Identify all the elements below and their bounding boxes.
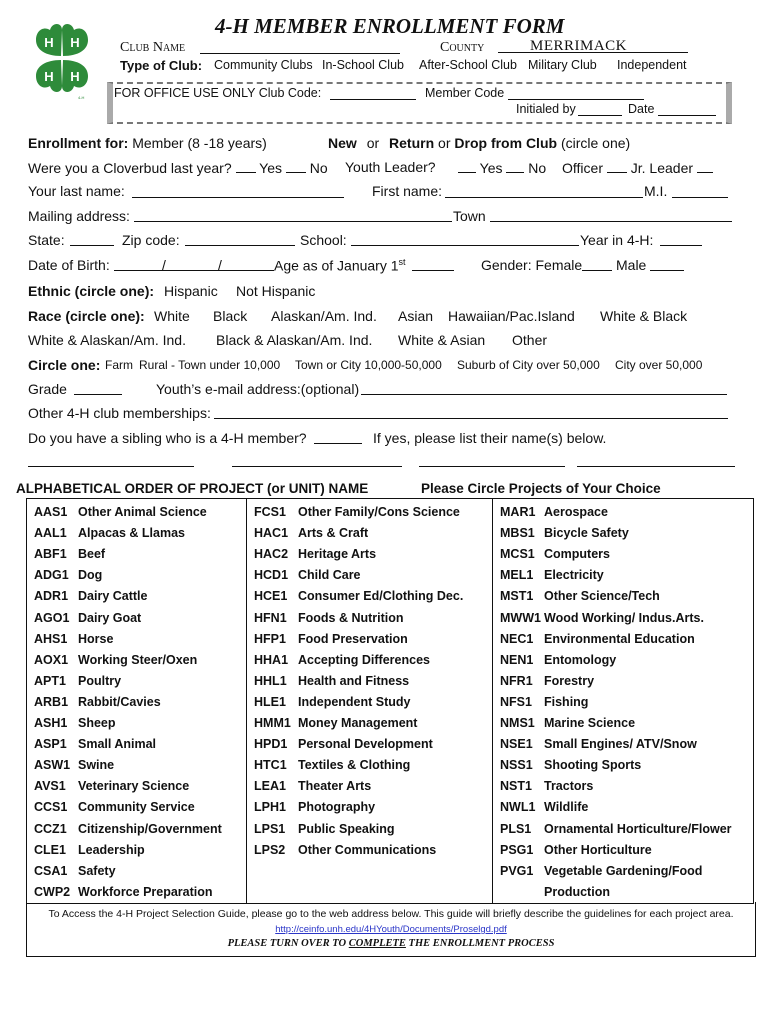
project-item[interactable] bbox=[254, 779, 371, 793]
project-name: Textiles & Clothing bbox=[298, 758, 411, 773]
race-other[interactable]: Other bbox=[512, 332, 548, 348]
school-label: School: bbox=[300, 232, 347, 248]
project-name: Working Steer/Oxen bbox=[78, 652, 198, 667]
youth-leader-question: Youth Leader? bbox=[345, 159, 436, 175]
project-item[interactable] bbox=[34, 653, 197, 667]
project-name: Rabbit/Cavies bbox=[78, 694, 161, 709]
first-name-field[interactable] bbox=[445, 197, 643, 198]
club-type-label: Type of Club: bbox=[120, 58, 203, 73]
project-code: NEN1 bbox=[500, 652, 534, 667]
office-club-code-field[interactable] bbox=[330, 99, 416, 100]
project-item[interactable] bbox=[500, 716, 635, 730]
project-name: Tractors bbox=[544, 779, 594, 794]
project-code: HHA1 bbox=[254, 652, 289, 667]
project-code: AAS1 bbox=[34, 505, 68, 519]
sibling-name-field-3[interactable] bbox=[419, 466, 565, 467]
project-code: AVS1 bbox=[34, 779, 66, 794]
project-item[interactable] bbox=[500, 589, 660, 603]
sibling-answer-field[interactable] bbox=[314, 443, 362, 444]
project-item[interactable] bbox=[500, 779, 593, 793]
projects-column-3 bbox=[493, 499, 753, 903]
project-code: HCE1 bbox=[254, 589, 288, 604]
project-code: NWL1 bbox=[500, 800, 536, 815]
footer-box bbox=[26, 902, 756, 957]
project-name: Aerospace bbox=[544, 505, 608, 519]
project-code: CWP2 bbox=[34, 884, 71, 899]
town-label: Town bbox=[453, 208, 486, 224]
project-code: LPS1 bbox=[254, 821, 286, 836]
state-field[interactable] bbox=[70, 245, 114, 246]
enrollment-label: Enrollment for: bbox=[28, 135, 129, 151]
project-code: CCS1 bbox=[34, 800, 68, 815]
svg-text:H: H bbox=[70, 35, 80, 50]
project-name: Ornamental Horticulture/Flower bbox=[544, 821, 732, 836]
project-code: HPD1 bbox=[254, 737, 288, 752]
project-code: CCZ1 bbox=[34, 821, 67, 836]
dob-slash-1: / bbox=[162, 257, 166, 273]
or-text-2: or bbox=[438, 135, 451, 151]
club-name-field[interactable] bbox=[200, 40, 400, 54]
project-guide-link[interactable]: http://ceinfo.unh.edu/4HYouth/Documents/Proselgd.pdf bbox=[275, 924, 507, 935]
project-name: Electricity bbox=[544, 568, 604, 583]
youth-leader-no-label: No bbox=[528, 160, 547, 176]
office-member-code-field[interactable] bbox=[508, 99, 644, 100]
project-name: Food Preservation bbox=[298, 631, 408, 646]
project-item[interactable] bbox=[254, 568, 361, 582]
race-white-black[interactable]: White & Black bbox=[600, 308, 688, 324]
sibling-name-field-2[interactable] bbox=[232, 466, 402, 467]
project-code: ADR1 bbox=[34, 589, 69, 604]
project-name: Other Horticulture bbox=[544, 842, 652, 857]
project-name: Money Management bbox=[298, 716, 418, 730]
project-name: Environmental Education bbox=[544, 631, 695, 646]
project-item[interactable] bbox=[34, 885, 213, 899]
project-item[interactable] bbox=[34, 779, 189, 793]
project-item[interactable] bbox=[254, 611, 404, 625]
enrollment-value: Member (8 -18 years) bbox=[132, 135, 267, 151]
project-item[interactable] bbox=[500, 611, 704, 625]
gender-female-field[interactable] bbox=[582, 270, 612, 271]
turn-over-note: PLEASE TURN OVER TO COMPLETE THE ENROLLMENT PROCESS bbox=[227, 938, 555, 949]
mailing-address-field[interactable] bbox=[134, 221, 452, 222]
or-text-1: or bbox=[366, 135, 380, 151]
race-alaskan[interactable]: Alaskan/Am. Ind. bbox=[271, 308, 377, 324]
project-code: HMM1 bbox=[254, 716, 291, 730]
project-name: Personal Development bbox=[298, 737, 433, 752]
office-initialed-field[interactable] bbox=[578, 115, 622, 116]
project-name: Other Animal Science bbox=[78, 505, 207, 519]
project-name: Vegetable Gardening/Food bbox=[544, 863, 703, 878]
dob-slash-2: / bbox=[218, 257, 222, 273]
residence-rural[interactable]: Rural - Town under 10,000 bbox=[139, 358, 281, 372]
project-code: HFP1 bbox=[254, 631, 286, 646]
project-name: Other Family/Cons Science bbox=[298, 505, 460, 519]
project-item[interactable] bbox=[500, 885, 610, 899]
project-name: Entomology bbox=[544, 652, 617, 667]
project-name: Forestry bbox=[544, 673, 595, 688]
project-item[interactable] bbox=[254, 589, 463, 603]
dob-field[interactable] bbox=[114, 270, 274, 271]
project-code: HFN1 bbox=[254, 610, 287, 625]
project-name: Shooting Sports bbox=[544, 758, 642, 773]
mi-field[interactable] bbox=[672, 197, 728, 198]
project-name: Wildlife bbox=[544, 800, 589, 815]
circle-one-note: (circle one) bbox=[560, 135, 631, 151]
projects-heading-right: Please Circle Projects of Your Choice bbox=[421, 481, 661, 496]
gender-male-field[interactable] bbox=[650, 270, 684, 271]
grade-field[interactable] bbox=[74, 394, 122, 395]
zip-label: Zip code: bbox=[122, 232, 180, 248]
project-code: PVG1 bbox=[500, 863, 534, 878]
project-item[interactable] bbox=[500, 674, 594, 688]
four-h-clover-logo-icon bbox=[26, 20, 98, 102]
project-item[interactable] bbox=[34, 632, 113, 646]
project-code: FCS1 bbox=[254, 505, 286, 519]
residence-town[interactable]: Town or City 10,000-50,000 bbox=[295, 358, 442, 372]
projects-table bbox=[26, 498, 754, 904]
project-code: PSG1 bbox=[500, 842, 534, 857]
project-item[interactable] bbox=[500, 864, 702, 878]
zip-field[interactable] bbox=[185, 245, 295, 246]
project-code: AOX1 bbox=[34, 652, 69, 667]
club-type-military[interactable]: Military Club bbox=[528, 58, 597, 72]
project-code: ADG1 bbox=[34, 568, 69, 583]
sibling-name-field-1[interactable] bbox=[28, 466, 194, 467]
project-item[interactable] bbox=[254, 758, 410, 772]
project-item[interactable] bbox=[500, 653, 616, 667]
project-name: Heritage Arts bbox=[298, 547, 377, 562]
youth-leader-yes-field[interactable] bbox=[458, 159, 476, 173]
residence-city[interactable]: City over 50,000 bbox=[615, 358, 703, 372]
project-code: LEA1 bbox=[254, 779, 286, 794]
project-code: NFS1 bbox=[500, 694, 532, 709]
office-initialed-label: Initialed by bbox=[516, 102, 576, 116]
project-code: ABF1 bbox=[34, 547, 67, 562]
project-item[interactable] bbox=[254, 547, 376, 561]
cloverbud-yes-label: Yes bbox=[259, 160, 282, 176]
svg-text:H: H bbox=[70, 69, 80, 84]
county-label: County bbox=[440, 40, 485, 55]
race-asian[interactable]: Asian bbox=[398, 308, 434, 324]
project-name: Public Speaking bbox=[298, 821, 395, 836]
project-name: Alpacas & Llamas bbox=[78, 526, 185, 541]
project-item[interactable] bbox=[34, 695, 161, 709]
project-name: Child Care bbox=[298, 568, 361, 583]
ethnic-not-hispanic[interactable]: Not Hispanic bbox=[236, 283, 316, 299]
race-label: Race (circle one): bbox=[28, 308, 145, 324]
project-name: Independent Study bbox=[298, 694, 411, 709]
project-item[interactable] bbox=[34, 674, 121, 688]
project-name: Foods & Nutrition bbox=[298, 610, 404, 625]
project-name: Small Animal bbox=[78, 737, 157, 752]
svg-text:H: H bbox=[44, 35, 54, 50]
office-date-field[interactable] bbox=[658, 115, 716, 116]
project-code: ARB1 bbox=[34, 694, 69, 709]
residence-suburb[interactable]: Suburb of City over 50,000 bbox=[457, 358, 600, 372]
email-field[interactable] bbox=[361, 394, 727, 395]
project-name: Dairy Cattle bbox=[78, 589, 148, 604]
first-name-label: First name: bbox=[372, 183, 443, 199]
project-code: AGO1 bbox=[34, 610, 70, 625]
project-name: Theater Arts bbox=[298, 779, 372, 794]
project-item[interactable] bbox=[500, 758, 641, 772]
project-item[interactable] bbox=[500, 695, 588, 709]
project-item[interactable] bbox=[500, 822, 732, 836]
project-name: Fishing bbox=[544, 694, 589, 709]
option-drop[interactable]: Drop from Club bbox=[454, 135, 558, 151]
project-item[interactable] bbox=[254, 843, 436, 857]
option-new[interactable]: New bbox=[328, 135, 357, 151]
mailing-address-label: Mailing address: bbox=[28, 208, 130, 224]
residence-farm[interactable]: Farm bbox=[105, 358, 133, 372]
project-item[interactable] bbox=[34, 758, 114, 772]
gender-female-label: Gender: Female bbox=[481, 257, 583, 273]
project-name: Dairy Goat bbox=[78, 610, 142, 625]
office-member-code-label: Member Code bbox=[425, 86, 505, 100]
project-item[interactable] bbox=[254, 695, 411, 709]
sibling-question: Do you have a sibling who is a 4-H member? bbox=[28, 430, 307, 446]
race-black-alaskan[interactable]: Black & Alaskan/Am. Ind. bbox=[216, 332, 373, 348]
project-item[interactable] bbox=[34, 589, 147, 603]
project-item[interactable] bbox=[254, 674, 409, 688]
svg-text:H: H bbox=[44, 69, 54, 84]
project-name: Wood Working/ Indus.Arts. bbox=[544, 610, 704, 625]
project-name: Other Science/Tech bbox=[544, 589, 660, 604]
project-name: Consumer Ed/Clothing Dec. bbox=[298, 589, 464, 604]
project-name: Marine Science bbox=[544, 716, 636, 730]
race-white[interactable]: White bbox=[154, 308, 190, 324]
project-item[interactable] bbox=[254, 800, 375, 814]
form-title: 4-H MEMBER ENROLLMENT FORM bbox=[215, 14, 565, 38]
club-type-independent[interactable]: Independent bbox=[617, 58, 687, 72]
project-code: MEL1 bbox=[500, 568, 534, 583]
project-item[interactable] bbox=[500, 505, 608, 519]
project-name: Production bbox=[544, 884, 610, 899]
race-white-alaskan[interactable]: White & Alaskan/Am. Ind. bbox=[28, 332, 186, 348]
cloverbud-yes-field[interactable] bbox=[236, 159, 256, 173]
project-name: Poultry bbox=[78, 673, 122, 688]
project-code: LPH1 bbox=[254, 800, 286, 815]
state-label: State: bbox=[28, 232, 65, 248]
project-code: NSE1 bbox=[500, 737, 533, 752]
project-item[interactable] bbox=[254, 526, 368, 540]
project-code: NSS1 bbox=[500, 758, 533, 773]
school-field[interactable] bbox=[351, 245, 579, 246]
project-name: Citizenship/Government bbox=[78, 821, 222, 836]
project-name: Accepting Differences bbox=[298, 652, 430, 667]
age-label-sup: st bbox=[398, 257, 406, 267]
ethnic-hispanic[interactable]: Hispanic bbox=[164, 283, 218, 299]
year-in-4h-field[interactable] bbox=[660, 245, 702, 246]
jr-leader-label: Jr. Leader bbox=[630, 160, 694, 176]
race-white-asian[interactable]: White & Asian bbox=[398, 332, 486, 348]
project-item[interactable] bbox=[500, 800, 588, 814]
project-code: NFR1 bbox=[500, 673, 533, 688]
project-code: MWW1 bbox=[500, 610, 541, 625]
project-code: NEC1 bbox=[500, 631, 534, 646]
project-name: Dog bbox=[78, 568, 103, 583]
project-item[interactable] bbox=[34, 737, 156, 751]
youth-leader-yes-label: Yes bbox=[479, 160, 503, 176]
other-clubs-label: Other 4-H club memberships: bbox=[28, 405, 211, 421]
age-field[interactable] bbox=[412, 270, 454, 271]
project-item[interactable] bbox=[500, 737, 697, 751]
age-label: Age as of January 1 bbox=[274, 257, 399, 274]
other-clubs-field[interactable] bbox=[214, 418, 728, 419]
project-item[interactable] bbox=[254, 737, 433, 751]
project-code: APT1 bbox=[34, 673, 66, 688]
project-code: NST1 bbox=[500, 779, 532, 794]
project-name: Arts & Craft bbox=[298, 526, 369, 541]
project-item[interactable] bbox=[34, 800, 195, 814]
project-item[interactable] bbox=[34, 505, 207, 519]
project-code: AAL1 bbox=[34, 526, 67, 541]
town-field[interactable] bbox=[490, 221, 732, 222]
project-code: HHL1 bbox=[254, 673, 287, 688]
project-code: AHS1 bbox=[34, 631, 68, 646]
project-code: ASW1 bbox=[34, 758, 71, 773]
project-item[interactable] bbox=[34, 611, 141, 625]
project-item[interactable] bbox=[34, 716, 116, 730]
project-code: LPS2 bbox=[254, 842, 286, 857]
project-item[interactable] bbox=[34, 547, 105, 561]
office-club-code-label: FOR OFFICE USE ONLY Club Code: bbox=[114, 86, 322, 100]
project-item[interactable] bbox=[254, 716, 417, 730]
project-item[interactable] bbox=[500, 632, 695, 646]
project-code: MCS1 bbox=[500, 547, 535, 562]
officer-field[interactable] bbox=[607, 159, 627, 173]
last-name-label: Your last name: bbox=[28, 183, 125, 199]
project-item[interactable] bbox=[34, 843, 145, 857]
project-name: Sheep bbox=[78, 716, 116, 730]
race-hawaiian[interactable]: Hawaiian/Pac.Island bbox=[448, 308, 575, 324]
svg-text:4-H: 4-H bbox=[78, 95, 85, 100]
cloverbud-no-label: No bbox=[309, 160, 328, 176]
project-code: PLS1 bbox=[500, 821, 532, 836]
jr-leader-field[interactable] bbox=[697, 159, 713, 173]
ethnic-label: Ethnic (circle one): bbox=[28, 283, 155, 299]
office-date-label: Date bbox=[628, 102, 655, 116]
club-name-label: Club Name bbox=[120, 40, 186, 55]
project-item[interactable] bbox=[500, 843, 652, 857]
project-item[interactable] bbox=[34, 568, 102, 582]
residence-label: Circle one: bbox=[28, 357, 101, 373]
projects-column-2 bbox=[247, 499, 492, 903]
project-code: HAC2 bbox=[254, 547, 289, 562]
project-item[interactable] bbox=[254, 653, 430, 667]
club-type-after-school[interactable]: After-School Club bbox=[419, 58, 517, 72]
footer-note: To Access the 4-H Project Selection Guide, please go to the web address below. This guide will briefly describe the guidelines for each project area. bbox=[48, 908, 734, 920]
project-code: NMS1 bbox=[500, 716, 535, 730]
year-in-4h-label: Year in 4-H: bbox=[580, 232, 654, 248]
project-code: MBS1 bbox=[500, 526, 535, 541]
project-item[interactable] bbox=[500, 568, 604, 582]
project-name: Health and Fitness bbox=[298, 673, 410, 688]
project-name: Community Service bbox=[78, 800, 195, 815]
project-item[interactable] bbox=[254, 632, 408, 646]
project-code: MST1 bbox=[500, 589, 534, 604]
project-item[interactable] bbox=[500, 526, 629, 540]
project-item[interactable] bbox=[34, 864, 116, 878]
project-name: Beef bbox=[78, 547, 106, 562]
project-item[interactable] bbox=[254, 822, 395, 836]
grade-label: Grade bbox=[28, 381, 67, 397]
race-black[interactable]: Black bbox=[213, 308, 248, 324]
youth-leader-no-field[interactable] bbox=[506, 159, 524, 173]
project-name: Workforce Preparation bbox=[78, 884, 213, 899]
project-code: HAC1 bbox=[254, 526, 289, 541]
project-name: Leadership bbox=[78, 842, 145, 857]
projects-heading-left: ALPHABETICAL ORDER OF PROJECT (or UNIT) NAME bbox=[16, 481, 369, 496]
last-name-field[interactable] bbox=[132, 197, 344, 198]
gender-male-label: Male bbox=[616, 257, 647, 273]
project-code: CLE1 bbox=[34, 842, 66, 857]
club-type-community[interactable]: Community Clubs bbox=[214, 58, 313, 72]
project-code: HTC1 bbox=[254, 758, 287, 773]
project-code: ASP1 bbox=[34, 737, 67, 752]
project-name: Horse bbox=[78, 631, 114, 646]
dob-label: Date of Birth: bbox=[28, 257, 110, 273]
project-code: CSA1 bbox=[34, 863, 68, 878]
cloverbud-no-field[interactable] bbox=[286, 159, 306, 173]
project-name: Photography bbox=[298, 800, 376, 815]
project-item[interactable] bbox=[34, 526, 185, 540]
projects-column-1 bbox=[27, 499, 246, 903]
project-name: Bicycle Safety bbox=[544, 526, 629, 541]
project-name: Veterinary Science bbox=[78, 779, 190, 794]
sibling-name-field-4[interactable] bbox=[577, 466, 735, 467]
mi-label: M.I. bbox=[644, 183, 668, 199]
project-item[interactable] bbox=[254, 505, 460, 519]
sibling-list-instruction: If yes, please list their name(s) below. bbox=[373, 430, 607, 446]
project-name: Small Engines/ ATV/Snow bbox=[544, 737, 697, 752]
project-item[interactable] bbox=[500, 547, 610, 561]
option-return[interactable]: Return bbox=[389, 135, 435, 151]
project-item[interactable] bbox=[34, 822, 222, 836]
project-code: HCD1 bbox=[254, 568, 289, 583]
project-name: Safety bbox=[78, 863, 116, 878]
county-value: MERRIMACK bbox=[530, 38, 628, 54]
project-code: ASH1 bbox=[34, 716, 68, 730]
project-name: Swine bbox=[78, 758, 115, 773]
project-code: HLE1 bbox=[254, 694, 286, 709]
club-type-in-school[interactable]: In-School Club bbox=[322, 58, 404, 72]
project-name: Computers bbox=[544, 547, 610, 562]
officer-label: Officer bbox=[562, 160, 603, 176]
email-label: Youth’s e-mail address:(optional) bbox=[156, 381, 360, 397]
project-name: Other Communications bbox=[298, 842, 437, 857]
project-code: MAR1 bbox=[500, 505, 536, 519]
cloverbud-question: Were you a Cloverbud last year? bbox=[28, 160, 232, 176]
